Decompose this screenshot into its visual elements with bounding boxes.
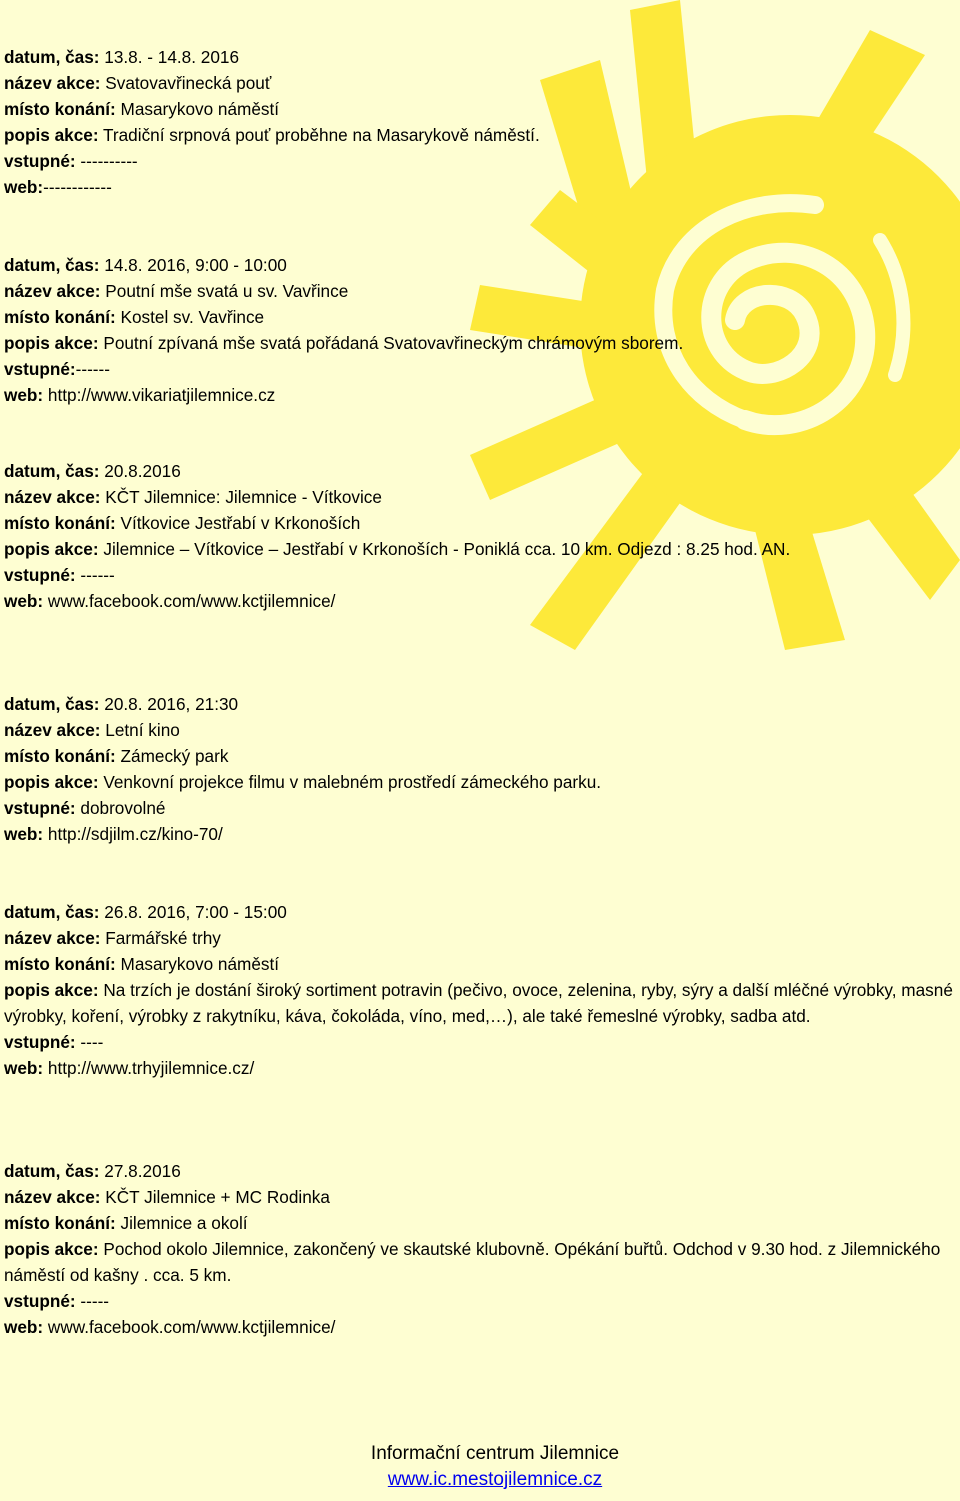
event-place xyxy=(4,304,954,330)
description-label: popis akce: xyxy=(4,539,99,559)
event-place xyxy=(4,951,954,977)
event-web xyxy=(4,382,954,408)
description-value: Jilemnice – Vítkovice – Jestřabí v Krkonoších - Poniklá cca. 10 km. Odjezd : 8.25 hod. AN. xyxy=(98,539,791,559)
web-label: web: xyxy=(4,591,44,611)
place-label: místo konání: xyxy=(4,99,116,119)
place-label: místo konání: xyxy=(4,1213,116,1233)
entry-label: vstupné: xyxy=(4,359,76,379)
event-date xyxy=(4,1158,954,1184)
date-value: 26.8. 2016, 7:00 - 15:00 xyxy=(99,902,287,922)
description-value: Tradiční srpnová pouť proběhne na Masarykově náměstí. xyxy=(98,125,540,145)
date-label: datum, čas: xyxy=(4,461,100,481)
web-label: web: xyxy=(4,824,44,844)
place-label: místo konání: xyxy=(4,954,116,974)
event-name xyxy=(4,278,954,304)
web-label: web: xyxy=(4,385,44,405)
date-label: datum, čas: xyxy=(4,902,100,922)
name-label: název akce: xyxy=(4,487,101,507)
description-label: popis akce: xyxy=(4,333,99,353)
place-value: Masarykovo náměstí xyxy=(115,954,280,974)
date-value: 20.8. 2016, 21:30 xyxy=(99,694,239,714)
name-label: název akce: xyxy=(4,73,101,93)
event-entry-fee xyxy=(4,1288,954,1314)
event-web xyxy=(4,1314,954,1340)
entry-label: vstupné: xyxy=(4,151,76,171)
place-label: místo konání: xyxy=(4,307,116,327)
entry-value: ---------- xyxy=(75,151,138,171)
footer-organization: Informační centrum Jilemnice xyxy=(370,1443,620,1464)
entry-label: vstupné: xyxy=(4,1032,76,1052)
description-label: popis akce: xyxy=(4,125,99,145)
event-web xyxy=(4,821,954,847)
web-value[interactable]: http://www.trhyjilemnice.cz/ xyxy=(43,1058,255,1078)
date-value: 27.8.2016 xyxy=(99,1161,181,1181)
event-date xyxy=(4,899,954,925)
web-value[interactable]: www.facebook.com/www.kctjilemnice/ xyxy=(43,591,336,611)
description-value: Pochod okolo Jilemnice, zakončený ve skautské klubovně. Opékání buřtů. Odchod v 9.30 hod. z Jilemnického náměstí od kašny . cca. 5 km. xyxy=(4,1239,941,1285)
web-label: web: xyxy=(4,1317,44,1337)
event-name xyxy=(4,717,954,743)
event-entry-fee xyxy=(4,356,954,382)
web-value[interactable]: www.facebook.com/www.kctjilemnice/ xyxy=(43,1317,336,1337)
event-date xyxy=(4,252,954,278)
footer-website-link[interactable]: www.ic.mestojilemnice.cz xyxy=(387,1469,603,1490)
event-place xyxy=(4,510,954,536)
place-label: místo konání: xyxy=(4,746,116,766)
event-entry xyxy=(4,899,954,1081)
web-value[interactable]: http://sdjilm.cz/kino-70/ xyxy=(43,824,223,844)
event-entry xyxy=(4,44,954,200)
event-name xyxy=(4,70,954,96)
event-entry xyxy=(4,252,954,408)
name-value: Poutní mše svatá u sv. Vavřince xyxy=(100,281,349,301)
event-name xyxy=(4,484,954,510)
event-description xyxy=(4,536,954,562)
web-label: web: xyxy=(4,177,44,197)
event-name xyxy=(4,925,954,951)
name-value: Svatovavřinecká pouť xyxy=(100,73,272,93)
entry-value: dobrovolné xyxy=(75,798,166,818)
event-description xyxy=(4,122,954,148)
date-value: 20.8.2016 xyxy=(99,461,181,481)
place-label: místo konání: xyxy=(4,513,116,533)
event-entry xyxy=(4,458,954,614)
entry-value: ------ xyxy=(75,565,115,585)
date-value: 14.8. 2016, 9:00 - 10:00 xyxy=(99,255,287,275)
event-entry xyxy=(4,1158,954,1340)
description-value: Venkovní projekce filmu v malebném prostředí zámeckého parku. xyxy=(98,772,602,792)
event-date xyxy=(4,691,954,717)
place-value: Jilemnice a okolí xyxy=(115,1213,248,1233)
event-entry-fee xyxy=(4,148,954,174)
event-web xyxy=(4,588,954,614)
place-value: Vítkovice Jestřabí v Krkonoších xyxy=(115,513,361,533)
web-value: ------------ xyxy=(43,177,112,197)
date-label: datum, čas: xyxy=(4,694,100,714)
event-web xyxy=(4,174,954,200)
event-date xyxy=(4,44,954,70)
date-label: datum, čas: xyxy=(4,1161,100,1181)
description-value: Poutní zpívaná mše svatá pořádaná Svatovavřineckým chrámovým sborem. xyxy=(98,333,684,353)
event-entry-fee xyxy=(4,1029,954,1055)
entry-label: vstupné: xyxy=(4,565,76,585)
name-label: název akce: xyxy=(4,720,101,740)
name-label: název akce: xyxy=(4,928,101,948)
event-date xyxy=(4,458,954,484)
name-label: název akce: xyxy=(4,281,101,301)
place-value: Masarykovo náměstí xyxy=(115,99,280,119)
date-label: datum, čas: xyxy=(4,47,100,67)
web-value[interactable]: http://www.vikariatjilemnice.cz xyxy=(43,385,276,405)
place-value: Kostel sv. Vavřince xyxy=(115,307,265,327)
name-value: KČT Jilemnice: Jilemnice - Vítkovice xyxy=(100,487,382,507)
event-web xyxy=(4,1055,954,1081)
name-label: název akce: xyxy=(4,1187,101,1207)
name-value: Farmářské trhy xyxy=(100,928,221,948)
event-entry-fee xyxy=(4,562,954,588)
web-label: web: xyxy=(4,1058,44,1078)
event-place xyxy=(4,1210,954,1236)
event-entry-fee xyxy=(4,795,954,821)
entry-value: ------ xyxy=(75,359,110,379)
date-value: 13.8. - 14.8. 2016 xyxy=(99,47,240,67)
name-value: KČT Jilemnice + MC Rodinka xyxy=(100,1187,330,1207)
description-value: Na trzích je dostání široký sortiment potravin (pečivo, ovoce, zelenina, ryby, sýry a další mléčné výrobky, masné výrobky, koření, výrobky z rakytníku, káva, čokoláda, víno, med,…), ale také řemeslné výrobky, sadba atd. xyxy=(4,980,953,1026)
entry-value: ----- xyxy=(75,1291,110,1311)
place-value: Zámecký park xyxy=(115,746,229,766)
description-label: popis akce: xyxy=(4,1239,99,1259)
description-label: popis akce: xyxy=(4,772,99,792)
entry-value: ---- xyxy=(75,1032,104,1052)
event-place xyxy=(4,743,954,769)
entry-label: vstupné: xyxy=(4,798,76,818)
event-description xyxy=(4,1236,954,1288)
event-description xyxy=(4,769,954,795)
event-name xyxy=(4,1184,954,1210)
date-label: datum, čas: xyxy=(4,255,100,275)
name-value: Letní kino xyxy=(100,720,180,740)
event-place xyxy=(4,96,954,122)
description-label: popis akce: xyxy=(4,980,99,1000)
event-description xyxy=(4,977,954,1029)
event-description xyxy=(4,330,954,356)
event-entry xyxy=(4,691,954,847)
footer xyxy=(0,1441,960,1493)
entry-label: vstupné: xyxy=(4,1291,76,1311)
